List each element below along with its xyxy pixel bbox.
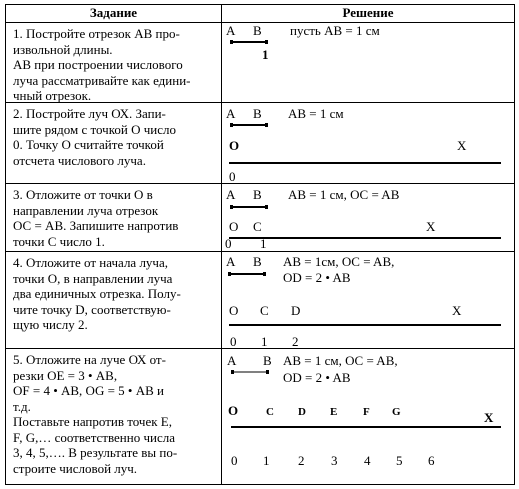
label-a: A xyxy=(226,254,236,269)
task-5: 5. Отложите на луче ОХ от- резки ОЕ = 3 • АВ, ОF = 4 • АВ, ОG = 5 • АВ и т.д. Поставьте напротив точек Е, F, G,… соответственно числа 3, 4, 5,…. В результате вы по- строите числовой луч. xyxy=(13,352,178,476)
number-6: 6 xyxy=(428,453,435,468)
header-solution: Решение xyxy=(342,5,394,20)
number-2: 2 xyxy=(292,334,299,349)
label-d: D xyxy=(291,303,301,318)
label-b: B xyxy=(253,106,262,121)
equation-line-1: AB = 1 см, OC = AB, xyxy=(283,353,398,368)
label-f: F xyxy=(363,406,370,418)
number-1: 1 xyxy=(261,334,268,349)
number-1: 1 xyxy=(263,453,270,468)
label-a: A xyxy=(226,187,236,202)
equation: AB = 1 см, OC = AB xyxy=(288,187,400,202)
label-o: O xyxy=(229,303,239,318)
number-5: 5 xyxy=(396,453,403,468)
label-e: E xyxy=(330,406,338,418)
task-4: 4. Отложите от начала луча, точки О, в направлении луча два единичных отрезка. Полу- чите точку D, соответствую- щую числу 2. xyxy=(13,255,181,332)
label-x: X xyxy=(452,303,462,318)
label-x: X xyxy=(457,138,467,153)
label-a: A xyxy=(227,353,237,368)
number-3: 3 xyxy=(331,453,338,468)
equation: пусть АВ = 1 см xyxy=(290,23,380,38)
label-b: B xyxy=(253,187,262,202)
task-2: 2. Постройте луч ОХ. Запи- шите рядом с точкой О число 0. Точку О считайте точкой отсчета числового луча. xyxy=(13,106,176,168)
label-b: B xyxy=(253,23,262,38)
label-a: A xyxy=(226,23,236,38)
equation-line-1: AB = 1см, OC = AB, xyxy=(283,254,395,269)
label-c: C xyxy=(266,406,274,418)
number-0: 0 xyxy=(230,334,237,349)
number-0: 0 xyxy=(229,169,236,184)
label-c: C xyxy=(253,219,262,234)
number-0: 0 xyxy=(231,453,238,468)
number-2: 2 xyxy=(298,453,305,468)
number-4: 4 xyxy=(364,453,371,468)
label-a: A xyxy=(226,106,236,121)
equation: AB = 1 см xyxy=(288,106,344,121)
label-b: B xyxy=(253,254,262,269)
label-x: X xyxy=(426,219,436,234)
label-c: C xyxy=(260,303,269,318)
label-b: B xyxy=(263,353,272,368)
label-x: X xyxy=(484,410,494,425)
number-0: 0 xyxy=(225,236,232,251)
label-o: O xyxy=(228,403,239,418)
equation-line-2: OD = 2 • AB xyxy=(283,370,351,385)
label-unit: 1 xyxy=(262,47,269,62)
label-o: O xyxy=(229,219,239,234)
label-d: D xyxy=(298,406,306,418)
number-1: 1 xyxy=(260,236,267,251)
task-1: 1. Постройте отрезок АВ про- извольной длины. АВ при построении числового луча рассматривайте как едини- чный отрезок. xyxy=(13,26,191,103)
label-o: O xyxy=(229,138,240,153)
equation-line-2: OD = 2 • AB xyxy=(283,270,351,285)
header-task: Задание xyxy=(89,5,138,20)
label-g: G xyxy=(392,406,401,418)
task-3: 3. Отложите от точки О в направлении луча отрезок ОС = АВ. Запишите напротив точки С число 1. xyxy=(13,187,179,249)
